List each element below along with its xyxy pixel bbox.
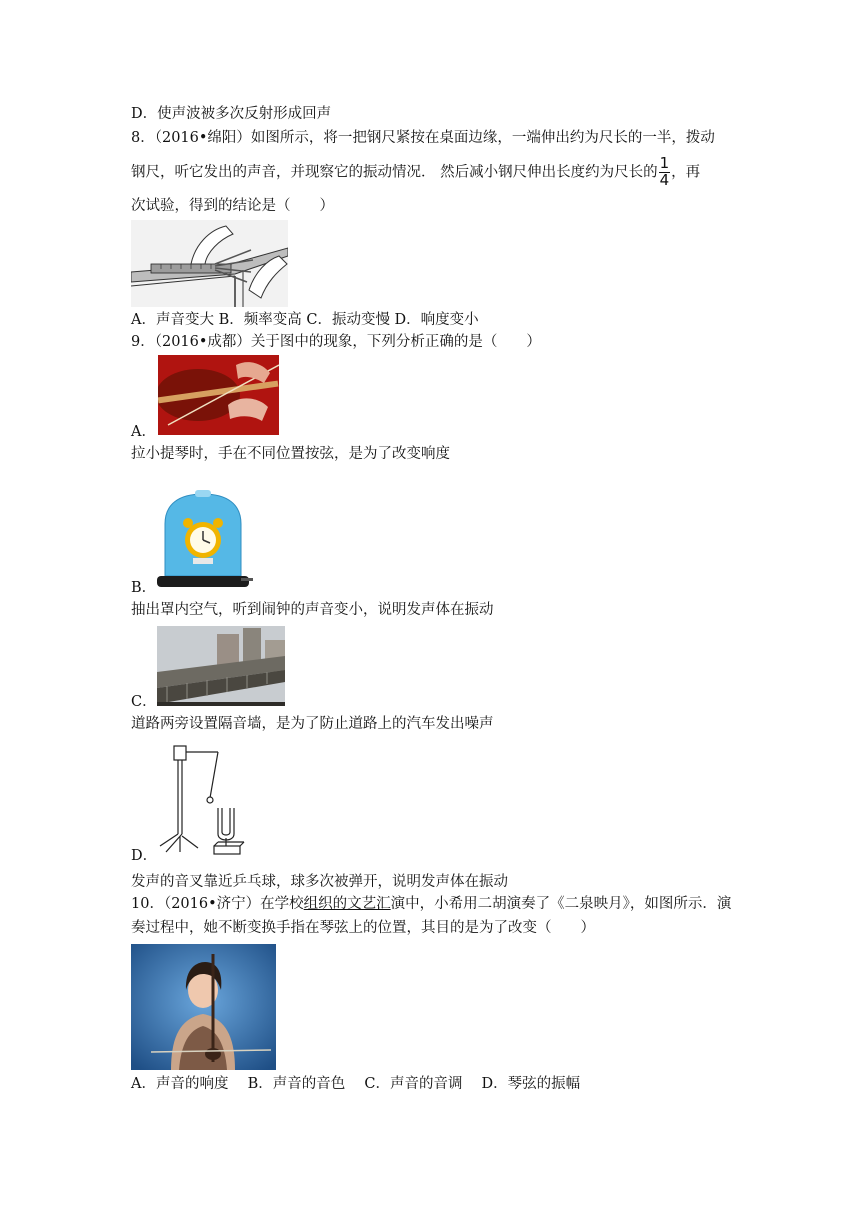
- q9-option-d-text: 发声的音叉靠近乒乓球，球多次被弹开，说明发声体在振动: [131, 874, 508, 890]
- q10-stem-line2: 奏过程中，她不断变换手指在琴弦上的位置，其目的是为了改变（ ）: [131, 920, 595, 936]
- sound-barrier-photo: [157, 626, 285, 706]
- q9-option-a-text: 拉小提琴时，手在不同位置按弦，是为了改变响度: [131, 446, 450, 462]
- q8-stem-line2-text: 钢尺，听它发出的声音，并现察它的振动情况． 然后减小钢尺伸出长度约为尺长的: [131, 164, 658, 181]
- q8-stem-line3: 次试验，得到的结论是（ ）: [131, 198, 334, 214]
- q8-options: A．声音变大 B．频率变高 C．振动变慢 D．响度变小: [131, 312, 479, 328]
- q8-fraction-numerator: 1: [659, 154, 670, 172]
- q8-stem-line2-tail: ，再: [671, 164, 701, 181]
- violin-photo: [158, 355, 279, 435]
- q9-option-d-label: D．: [131, 848, 158, 864]
- q8-stem-line2: [131, 156, 700, 189]
- q8-fraction: [659, 156, 671, 189]
- tuning-fork-ball-figure: [156, 742, 248, 860]
- q9-option-c-label: C．: [131, 694, 157, 710]
- q8-fraction-denominator: 4: [659, 170, 670, 189]
- q9-option-a-label: A．: [131, 424, 156, 440]
- steel-ruler-figure: [131, 220, 288, 307]
- q9-option-b-label: B．: [131, 580, 157, 596]
- q9-stem: 9．（2016•成都）关于图中的现象，下列分析正确的是（ ）: [131, 334, 541, 350]
- erhu-performer-photo: [131, 944, 276, 1070]
- q10-options: A．声音的响度 B．声音的音色 C．声音的音调 D．琴弦的振幅: [131, 1076, 581, 1092]
- q9-option-c-text: 道路两旁设置隔音墙，是为了防止道路上的汽车发出噪声: [131, 716, 494, 732]
- q10-stem-line1: [131, 894, 731, 916]
- q7-option-d: D．使声波被多次反射形成回声: [131, 106, 332, 122]
- bell-jar-alarm-clock-photo: [155, 490, 253, 590]
- q10-stem-part1: 10．（2016•济宁）在学校: [131, 896, 304, 912]
- q9-option-b-text: 抽出罩内空气，听到闹钟的声音变小，说明发声体在振动: [131, 602, 494, 618]
- q10-stem-part2: 演中，小希用二胡演奏了《二泉映月》，如图所示．演: [390, 896, 732, 912]
- q8-stem-line1: 8．（2016•绵阳）如图所示，将一把钢尺紧按在桌面边缘，一端伸出约为尺长的一半，拨动: [131, 130, 715, 146]
- q10-stem-underlined: 组织的文艺汇: [303, 896, 391, 912]
